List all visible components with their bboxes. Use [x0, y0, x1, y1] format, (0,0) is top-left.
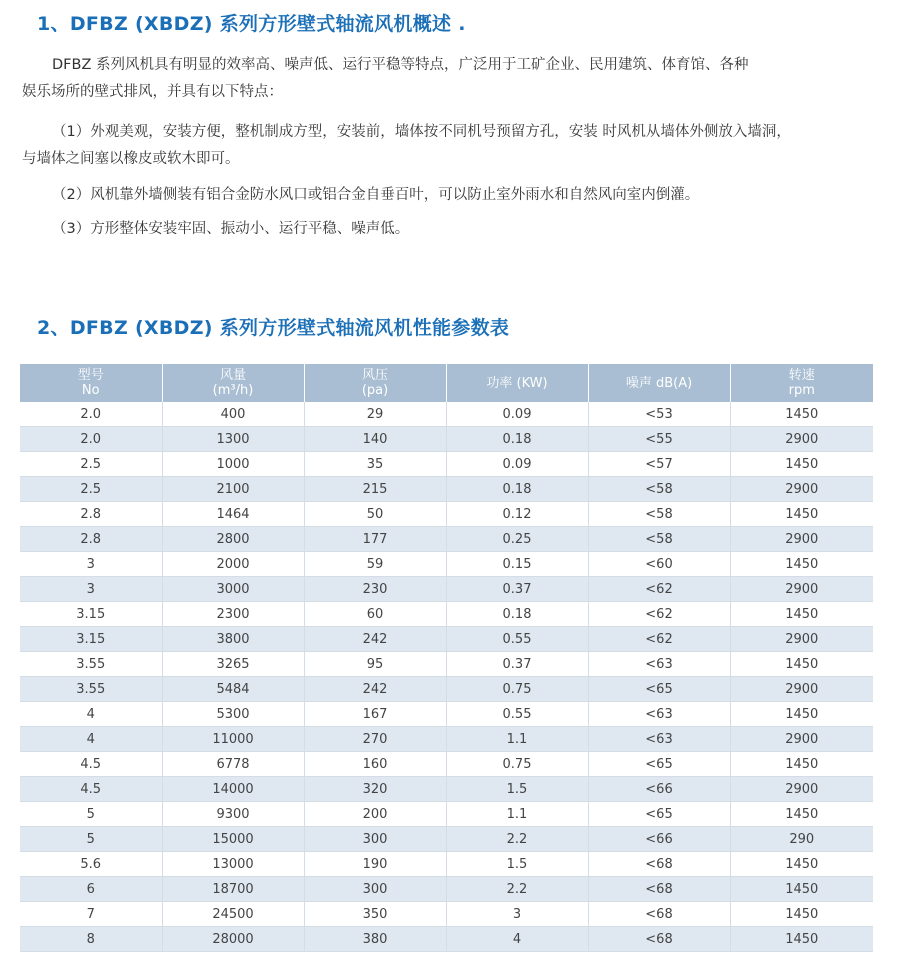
cell-pressure: 300	[304, 827, 446, 852]
section1-title: 1、DFBZ (XBDZ) 系列方形壁式轴流风机概述 .	[37, 13, 466, 35]
cell-model: 3.15	[20, 602, 162, 627]
cell-pressure: 140	[304, 427, 446, 452]
cell-airflow: 2100	[162, 477, 304, 502]
feature-2: （2）风机靠外墙侧装有铝合金防水风口或铝合金自垂百叶，可以防止室外雨水和自然风向室内倒灌。	[52, 187, 700, 203]
col-noise-header	[588, 364, 730, 402]
cell-airflow: 400	[162, 402, 304, 427]
cell-power: 1.1	[446, 727, 588, 752]
cell-pressure: 215	[304, 477, 446, 502]
cell-airflow: 5484	[162, 677, 304, 702]
cell-noise: <65	[588, 752, 730, 777]
col-model-header	[20, 364, 162, 402]
cell-airflow: 2300	[162, 602, 304, 627]
cell-model: 6	[20, 877, 162, 902]
table-row	[20, 477, 873, 502]
cell-pressure: 242	[304, 627, 446, 652]
cell-airflow: 2800	[162, 527, 304, 552]
cell-power: 0.12	[446, 502, 588, 527]
cell-speed: 1450	[730, 402, 873, 427]
cell-power: 0.37	[446, 652, 588, 677]
table-row	[20, 702, 873, 727]
cell-power: 0.75	[446, 677, 588, 702]
cell-model: 3.55	[20, 677, 162, 702]
cell-power: 4	[446, 927, 588, 952]
col-power-header	[446, 364, 588, 402]
cell-power: 0.09	[446, 402, 588, 427]
cell-power: 0.09	[446, 452, 588, 477]
table-row	[20, 577, 873, 602]
cell-speed: 2900	[730, 527, 873, 552]
cell-speed: 1450	[730, 702, 873, 727]
cell-noise: <62	[588, 577, 730, 602]
header-label: 转速	[788, 368, 815, 383]
cell-airflow: 3800	[162, 627, 304, 652]
cell-airflow: 5300	[162, 702, 304, 727]
table-row	[20, 527, 873, 552]
cell-pressure: 35	[304, 452, 446, 477]
cell-noise: <65	[588, 802, 730, 827]
cell-airflow: 1464	[162, 502, 304, 527]
cell-airflow: 28000	[162, 927, 304, 952]
table-row	[20, 402, 873, 427]
table-row	[20, 427, 873, 452]
section2-title: 2、DFBZ (XBDZ) 系列方形壁式轴流风机性能参数表	[37, 317, 510, 339]
header-unit: No	[81, 383, 100, 398]
cell-noise: <63	[588, 727, 730, 752]
cell-model: 7	[20, 902, 162, 927]
cell-speed: 2900	[730, 777, 873, 802]
cell-model: 5	[20, 802, 162, 827]
header-label: 风量	[219, 368, 246, 383]
cell-airflow: 9300	[162, 802, 304, 827]
table-row	[20, 552, 873, 577]
cell-pressure: 380	[304, 927, 446, 952]
header-unit: rpm	[788, 383, 815, 398]
cell-model: 2.8	[20, 502, 162, 527]
feature-1-line-1: （1）外观美观，安装方便，整机制成方型，安装前，墙体按不同机号预留方孔，安装 时风机从墙体外侧放入墙洞，	[52, 124, 791, 140]
cell-model: 8	[20, 927, 162, 952]
cell-model: 2.0	[20, 402, 162, 427]
feature-3: （3）方形整体安装牢固、振动小、运行平稳、噪声低。	[52, 221, 410, 237]
cell-airflow: 1300	[162, 427, 304, 452]
cell-speed: 1450	[730, 852, 873, 877]
cell-noise: <68	[588, 877, 730, 902]
cell-speed: 1450	[730, 502, 873, 527]
intro-line-2: 娱乐场所的壁式排风，并具有以下特点：	[22, 84, 283, 100]
cell-pressure: 242	[304, 677, 446, 702]
cell-noise: <68	[588, 927, 730, 952]
header-label: 功率 (KW)	[486, 375, 548, 391]
cell-pressure: 200	[304, 802, 446, 827]
cell-model: 2.0	[20, 427, 162, 452]
table-row	[20, 752, 873, 777]
cell-speed: 1450	[730, 552, 873, 577]
cell-power: 1.5	[446, 777, 588, 802]
cell-model: 4	[20, 702, 162, 727]
cell-model: 4.5	[20, 752, 162, 777]
cell-power: 0.37	[446, 577, 588, 602]
cell-power: 1.5	[446, 852, 588, 877]
table-row	[20, 927, 873, 952]
cell-noise: <58	[588, 502, 730, 527]
table-row	[20, 627, 873, 652]
cell-model: 4.5	[20, 777, 162, 802]
table-row	[20, 652, 873, 677]
cell-power: 0.18	[446, 427, 588, 452]
cell-pressure: 95	[304, 652, 446, 677]
cell-speed: 2900	[730, 477, 873, 502]
cell-noise: <68	[588, 902, 730, 927]
cell-speed: 1450	[730, 752, 873, 777]
cell-noise: <57	[588, 452, 730, 477]
table-body	[20, 402, 873, 952]
cell-noise: <63	[588, 652, 730, 677]
table-row	[20, 827, 873, 852]
cell-noise: <65	[588, 677, 730, 702]
cell-speed: 1450	[730, 602, 873, 627]
table-row	[20, 852, 873, 877]
cell-model: 3.55	[20, 652, 162, 677]
cell-pressure: 320	[304, 777, 446, 802]
cell-airflow: 13000	[162, 852, 304, 877]
cell-airflow: 2000	[162, 552, 304, 577]
table-row	[20, 602, 873, 627]
cell-noise: <63	[588, 702, 730, 727]
cell-noise: <60	[588, 552, 730, 577]
cell-speed: 2900	[730, 627, 873, 652]
cell-power: 0.55	[446, 702, 588, 727]
cell-speed: 1450	[730, 902, 873, 927]
cell-power: 0.25	[446, 527, 588, 552]
table-row	[20, 677, 873, 702]
cell-airflow: 15000	[162, 827, 304, 852]
cell-pressure: 50	[304, 502, 446, 527]
cell-airflow: 1000	[162, 452, 304, 477]
header-unit: (pa)	[361, 383, 389, 398]
performance-table	[20, 364, 873, 952]
table-row	[20, 452, 873, 477]
cell-pressure: 167	[304, 702, 446, 727]
cell-power: 1.1	[446, 802, 588, 827]
col-speed-header	[730, 364, 873, 402]
cell-speed: 2900	[730, 427, 873, 452]
cell-noise: <68	[588, 852, 730, 877]
cell-pressure: 59	[304, 552, 446, 577]
cell-power: 0.18	[446, 602, 588, 627]
cell-model: 3.15	[20, 627, 162, 652]
cell-power: 0.55	[446, 627, 588, 652]
feature-1-line-2: 与墙体之间塞以橡皮或软木即可。	[22, 151, 240, 167]
cell-speed: 1450	[730, 927, 873, 952]
cell-power: 2.2	[446, 877, 588, 902]
cell-model: 5.6	[20, 852, 162, 877]
cell-speed: 1450	[730, 877, 873, 902]
table-row	[20, 502, 873, 527]
cell-noise: <66	[588, 827, 730, 852]
cell-airflow: 18700	[162, 877, 304, 902]
cell-pressure: 60	[304, 602, 446, 627]
cell-speed: 1450	[730, 452, 873, 477]
table-row	[20, 877, 873, 902]
cell-airflow: 6778	[162, 752, 304, 777]
cell-noise: <62	[588, 627, 730, 652]
cell-pressure: 300	[304, 877, 446, 902]
cell-pressure: 230	[304, 577, 446, 602]
table-header-row	[20, 364, 873, 402]
cell-power: 0.18	[446, 477, 588, 502]
intro-line-1: DFBZ 系列风机具有明显的效率高、噪声低、运行平稳等特点，广泛用于工矿企业、民用建筑、体育馆、各种	[52, 57, 749, 73]
cell-model: 3	[20, 552, 162, 577]
cell-pressure: 350	[304, 902, 446, 927]
cell-pressure: 190	[304, 852, 446, 877]
cell-power: 2.2	[446, 827, 588, 852]
table-row	[20, 802, 873, 827]
cell-speed: 2900	[730, 677, 873, 702]
cell-noise: <55	[588, 427, 730, 452]
cell-model: 2.8	[20, 527, 162, 552]
cell-pressure: 160	[304, 752, 446, 777]
cell-speed: 2900	[730, 727, 873, 752]
cell-airflow: 3000	[162, 577, 304, 602]
cell-noise: <62	[588, 602, 730, 627]
cell-pressure: 270	[304, 727, 446, 752]
header-label: 型号	[77, 368, 104, 383]
cell-model: 2.5	[20, 477, 162, 502]
cell-speed: 2900	[730, 577, 873, 602]
cell-speed: 1450	[730, 652, 873, 677]
cell-model: 5	[20, 827, 162, 852]
cell-airflow: 3265	[162, 652, 304, 677]
cell-airflow: 14000	[162, 777, 304, 802]
cell-airflow: 11000	[162, 727, 304, 752]
cell-model: 2.5	[20, 452, 162, 477]
cell-noise: <53	[588, 402, 730, 427]
header-label: 风压	[361, 368, 388, 383]
table-row	[20, 727, 873, 752]
cell-noise: <66	[588, 777, 730, 802]
cell-model: 3	[20, 577, 162, 602]
cell-model: 4	[20, 727, 162, 752]
cell-pressure: 177	[304, 527, 446, 552]
header-label: 噪声 dB(A)	[625, 375, 693, 391]
cell-power: 0.15	[446, 552, 588, 577]
table-row	[20, 777, 873, 802]
cell-airflow: 24500	[162, 902, 304, 927]
cell-speed: 1450	[730, 802, 873, 827]
cell-power: 0.75	[446, 752, 588, 777]
cell-noise: <58	[588, 527, 730, 552]
table-row	[20, 902, 873, 927]
cell-power: 3	[446, 902, 588, 927]
cell-noise: <58	[588, 477, 730, 502]
col-pressure-header	[304, 364, 446, 402]
header-unit: (m³/h)	[212, 383, 254, 398]
cell-pressure: 29	[304, 402, 446, 427]
cell-speed: 290	[730, 827, 873, 852]
col-airflow-header	[162, 364, 304, 402]
